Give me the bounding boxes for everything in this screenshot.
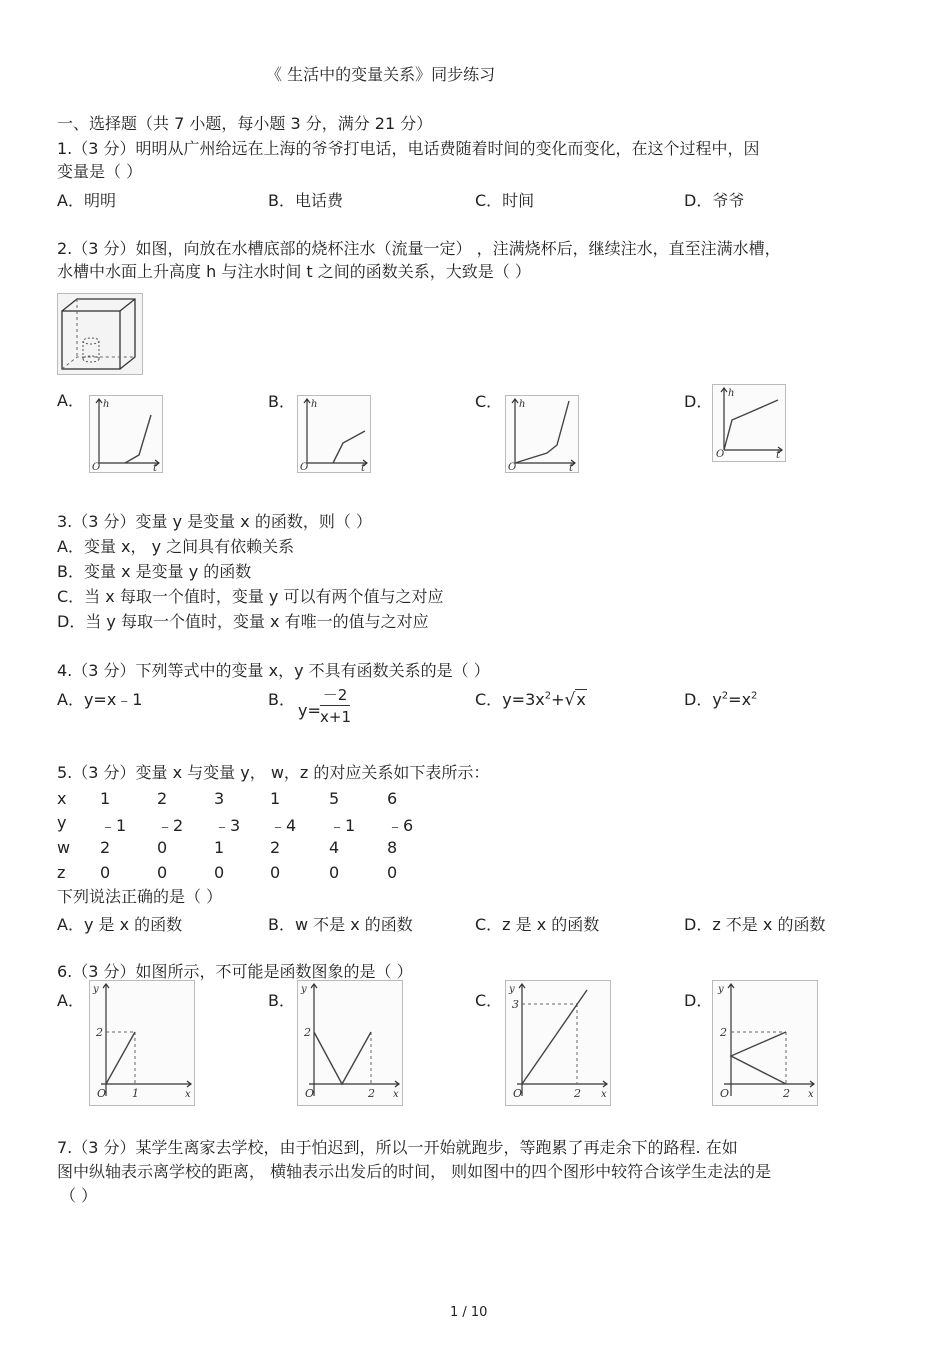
q4-option-c-radicand: x [576, 690, 586, 709]
q2-stem-line2: 水槽中水面上升高度 h 与注水时间 t 之间的函数关系，大致是（ ） [57, 262, 531, 281]
q6-graph-d [712, 980, 818, 1106]
q6-graph-b [297, 980, 403, 1106]
q4-option-d-exp2: 2 [751, 690, 758, 702]
q6c-origin: O [513, 1087, 523, 1100]
table-cell: 0 [270, 863, 281, 882]
table-row-header: z [57, 863, 66, 882]
q6d-axis-y: y [718, 984, 724, 995]
q2c-axis-y: h [519, 399, 526, 410]
q6b-tick-y: 2 [304, 1026, 311, 1039]
table-cell: 3 [214, 789, 225, 808]
q4-option-b-lhs: y= [298, 701, 321, 720]
q1-option-a: A．明明 [57, 191, 116, 210]
q7-stem-line2: 图中纵轴表示离学校的距离， 横轴表示出发后的时间， 则如图中的四个图形中较符合该学生走法的是 [57, 1162, 772, 1181]
q3-option-c: C．当 x 每取一个值时，变量 y 可以有两个值与之对应 [57, 587, 444, 606]
table-row-header: x [57, 789, 67, 808]
sqrt-icon: √ [564, 690, 576, 710]
q2-graph-a [89, 395, 163, 473]
q2-label-b: B． [268, 392, 295, 411]
table-cell: 0 [157, 863, 168, 882]
q6-stem: 6.（3 分）如图所示，不可能是函数图象的是（ ） [57, 962, 413, 981]
table-cell: 2 [157, 789, 168, 808]
table-cell: 2 [100, 838, 111, 857]
q6b-tick-x: 2 [368, 1087, 375, 1100]
q4-option-c [475, 687, 587, 710]
q2-stem-line1: 2.（3 分）如图，向放在水槽底部的烧杯注水（流量一定） ，注满烧杯后，继续注水，直至注满水槽， [57, 239, 781, 258]
table-cell: ﹣1 [100, 816, 127, 835]
q5-option-a: A．y 是 x 的函数 [57, 915, 183, 934]
q3-stem: 3.（3 分）变量 y 是变量 x 的函数，则（ ） [57, 512, 372, 531]
page-number: 1 / 10 [450, 1305, 488, 1320]
q4-option-c-label: C． [475, 690, 503, 709]
table-cell: 8 [387, 838, 398, 857]
q2b-origin: O [300, 462, 309, 473]
table-cell: ﹣6 [387, 816, 414, 835]
q4-option-d-eq: =x [728, 690, 752, 709]
q1-option-c: C．时间 [475, 191, 535, 210]
q6a-axis-x: x [185, 1089, 191, 1100]
table-cell: 1 [214, 838, 225, 857]
q2a-origin: O [92, 462, 101, 473]
q1-option-d: D．爷爷 [684, 191, 745, 210]
q6c-tick-y: 3 [512, 998, 519, 1011]
table-cell: 6 [387, 789, 398, 808]
q6d-axis-x: x [808, 1089, 814, 1100]
q1-stem-line2: 变量是（ ） [57, 162, 143, 181]
table-cell: 2 [270, 838, 281, 857]
q2d-origin: O [716, 449, 725, 460]
table-cell: 0 [157, 838, 168, 857]
q6a-tick-y: 2 [96, 1026, 103, 1039]
water-tank-figure [57, 293, 143, 375]
q2c-origin: O [508, 462, 517, 473]
q2-graph-d [712, 384, 786, 462]
table-cell: 5 [329, 789, 340, 808]
q3-option-d: D．当 y 每取一个值时，变量 x 有唯一的值与之对应 [57, 612, 429, 631]
table-cell: 0 [329, 863, 340, 882]
q2-graph-c [505, 395, 579, 473]
q4-option-d [684, 687, 757, 710]
q4-stem: 4.（3 分）下列等式中的变量 x，y 不具有函数关系的是（ ） [57, 661, 490, 680]
q6d-origin: O [720, 1087, 730, 1100]
q6a-tick-x: 1 [132, 1087, 139, 1100]
q6c-axis-y: y [509, 984, 515, 995]
q2c-axis-x: t [569, 463, 574, 474]
q6a-origin: O [97, 1087, 107, 1100]
q2-label-a: A． [57, 391, 84, 410]
table-cell: 4 [329, 838, 340, 857]
q4-option-b-label: B． [268, 690, 295, 709]
q6-label-d: D． [684, 991, 713, 1010]
q3-option-a: A．变量 x， y 之间具有依赖关系 [57, 537, 295, 556]
q3-option-b: B．变量 x 是变量 y 的函数 [57, 562, 252, 581]
table-cell: ﹣4 [270, 816, 297, 835]
q6b-axis-x: x [393, 1089, 399, 1100]
table-row-header: y [57, 813, 67, 832]
q6d-tick-x: 2 [783, 1087, 790, 1100]
q6d-tick-y: 2 [720, 1026, 727, 1039]
q2d-axis-x: t [776, 450, 781, 461]
q4-option-d-y: y [712, 690, 722, 709]
q4-option-c-exp: 2 [544, 690, 552, 702]
q2b-axis-x: t [361, 463, 366, 474]
q4-option-b-numerator: －2 [320, 684, 350, 706]
q4-option-b-denominator: x+1 [320, 708, 351, 726]
q6b-origin: O [305, 1087, 315, 1100]
q2-label-c: C． [475, 392, 503, 411]
q2b-axis-y: h [311, 399, 318, 410]
q2a-axis-x: t [153, 463, 158, 474]
q6b-axis-y: y [301, 984, 307, 995]
q4-option-d-exp1: 2 [721, 690, 729, 702]
table-cell: 0 [387, 863, 398, 882]
q5-prompt: 下列说法正确的是（ ） [57, 887, 223, 906]
q6-graph-a [89, 980, 195, 1106]
q5-option-d: D．z 不是 x 的函数 [684, 915, 826, 934]
q1-stem-line1: 1.（3 分）明明从广州给远在上海的爷爷打电话，电话费随着时间的变化而变化，在这个过程中，因 [57, 139, 760, 158]
q7-stem-line1: 7.（3 分）某学生离家去学校，由于怕迟到，所以一开始就跑步，等跑累了再走余下的路程. 在如 [57, 1138, 738, 1157]
q2a-axis-y: h [103, 399, 110, 410]
table-row-header: w [57, 838, 71, 857]
page-title: 《 生活中的变量关系》同步练习 [266, 65, 496, 84]
q6-label-a: A． [57, 991, 84, 1010]
q4-option-c-plus: + [551, 690, 565, 709]
q5-option-c: C．z 是 x 的函数 [475, 915, 600, 934]
q6-label-c: C． [475, 991, 503, 1010]
q6-label-b: B． [268, 991, 295, 1010]
q1-option-b: B．电话费 [268, 191, 343, 210]
q4-option-d-label: D． [684, 690, 713, 709]
table-cell: ﹣3 [214, 816, 241, 835]
table-cell: ﹣2 [157, 816, 184, 835]
table-cell: 0 [100, 863, 111, 882]
table-cell: 1 [100, 789, 111, 808]
q2-label-d: D． [684, 392, 713, 411]
q7-stem-line3: （ ） [60, 1186, 98, 1205]
q6c-axis-x: x [601, 1089, 607, 1100]
q5-option-b: B．w 不是 x 的函数 [268, 915, 413, 934]
table-cell: 1 [270, 789, 281, 808]
table-cell: 0 [214, 863, 225, 882]
q5-stem: 5.（3 分）变量 x 与变量 y， w，z 的对应关系如下表所示： [57, 763, 490, 782]
q4-option-a: A．y=x﹣1 [57, 690, 143, 709]
q2-graph-b [297, 395, 371, 473]
q4-option-c-expr: y=3x [502, 690, 545, 709]
section-heading: 一、选择题（共 7 小题，每小题 3 分，满分 21 分） [57, 114, 433, 133]
q6a-axis-y: y [93, 984, 99, 995]
q6-graph-c [505, 980, 611, 1106]
q2d-axis-y: h [728, 388, 735, 399]
q6c-tick-x: 2 [574, 1087, 581, 1100]
table-cell: ﹣1 [329, 816, 356, 835]
